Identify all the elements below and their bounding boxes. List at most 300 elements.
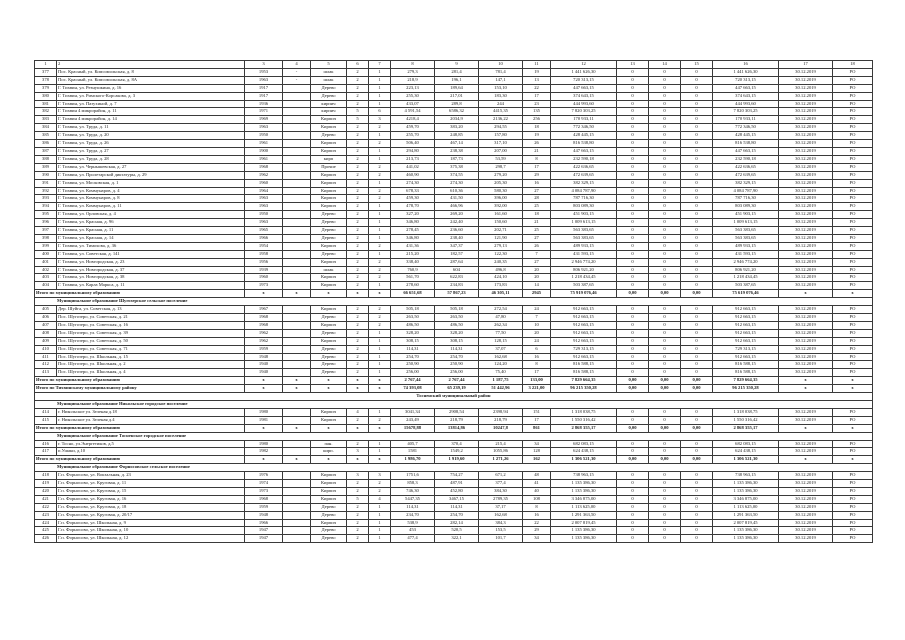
table-cell: 1947	[245, 527, 283, 535]
table-cell: 256,00	[391, 369, 435, 377]
table-cell: 1900	[245, 147, 283, 155]
table-cell: 396	[35, 219, 57, 227]
table-cell: Г. Тихвин, ул. Московская, д. 1	[57, 179, 245, 187]
table-cell: 232 590,18	[551, 155, 617, 163]
table-cell: 317,10	[479, 140, 523, 148]
table-cell: 0	[649, 219, 681, 227]
table-cell: 150,60	[479, 219, 523, 227]
table-cell: 17	[523, 369, 551, 377]
table-row	[35, 258, 873, 266]
table-cell: х	[833, 424, 873, 432]
table-cell: Пос. Шугозеро, ул. Советская, д. 50	[57, 337, 245, 345]
table-cell: 806 921,20	[713, 266, 779, 274]
table-cell: х	[347, 290, 369, 298]
table-cell	[283, 472, 311, 480]
table-cell: РО	[833, 84, 873, 92]
table-cell: Г.п. Форносово, ул. Круговая, д. 20/17	[57, 511, 245, 519]
table-cell: 422	[35, 503, 57, 511]
table-cell: 24	[523, 306, 551, 314]
table-cell: 128,15	[479, 337, 523, 345]
table-cell: РО	[833, 511, 873, 519]
table-cell: х	[833, 385, 873, 393]
table-cell: 431 593,15	[551, 250, 617, 258]
table-cell: 417	[35, 448, 57, 456]
table-cell: 386	[35, 140, 57, 148]
table-cell: 0	[649, 163, 681, 171]
table-cell: РО	[833, 282, 873, 290]
table-row	[35, 361, 873, 369]
table-cell: 1967	[245, 306, 283, 314]
table-cell: Муниципальное образование Форносовское сельское поселение	[35, 464, 873, 472]
table-cell	[283, 495, 311, 503]
table-cell: 0	[617, 258, 649, 266]
table-cell: 7	[523, 250, 551, 258]
table-cell: Г. Тихвин, ул. Коммунаров, д. 11	[57, 203, 245, 211]
table-cell: Дерево	[311, 345, 347, 353]
table-cell: 0	[617, 140, 649, 148]
table-cell: 215,20	[391, 250, 435, 258]
table-cell: 1 009 613,15	[551, 219, 617, 227]
table-cell: 912 663,15	[551, 306, 617, 314]
table-cell: 1581	[391, 448, 435, 456]
table-cell: 1963	[245, 195, 283, 203]
table-cell: 0	[681, 92, 713, 100]
table-cell: 0	[681, 495, 713, 503]
table-cell: РО	[833, 472, 873, 480]
table-cell: 4 084 787,90	[713, 187, 779, 195]
table-cell: 7 820 303,25	[713, 108, 779, 116]
table-cell	[283, 527, 311, 535]
table-cell: х	[369, 385, 391, 393]
table-cell: 1958	[245, 250, 283, 258]
table-cell: 173,83	[479, 282, 523, 290]
total-row	[35, 385, 873, 393]
table-cell: 538,9	[391, 519, 435, 527]
table-cell: РО	[833, 440, 873, 448]
table-cell: 682 083,15	[713, 440, 779, 448]
table-cell: 0	[617, 527, 649, 535]
table-cell: 1953	[245, 68, 283, 76]
table-cell: Дерево	[311, 234, 347, 242]
table-cell: 0	[681, 195, 713, 203]
table-cell: Г. Тихвин, ул. Коммунаров, д. 8	[57, 195, 245, 203]
table-cell: РО	[833, 314, 873, 322]
table-cell: шлак	[311, 266, 347, 274]
table-cell: 0	[617, 519, 649, 527]
table-row	[35, 76, 873, 84]
table-cell: 1966	[245, 234, 283, 242]
table-cell: 30.12.2019	[779, 306, 833, 314]
table-cell: 1947	[245, 535, 283, 543]
table-cell: 410	[35, 345, 57, 353]
table-cell: 238,40	[435, 234, 479, 242]
table-cell: 30.12.2019	[779, 116, 833, 124]
table-cell: 0,00	[649, 377, 681, 385]
table-cell: 77,50	[479, 329, 523, 337]
table-cell: 1	[369, 155, 391, 163]
table-cell: 30.12.2019	[779, 195, 833, 203]
table-cell	[283, 132, 311, 140]
table-cell: 189,64	[435, 84, 479, 92]
table-cell: 2	[347, 76, 369, 84]
table-cell: 370,4	[435, 440, 479, 448]
table-cell: 0	[649, 155, 681, 163]
table-cell: 187,73	[435, 155, 479, 163]
table-cell: Г. Тихвин, ул. Красная, д. 11	[57, 227, 245, 235]
table-cell: 0	[617, 535, 649, 543]
table-cell: 781,4	[479, 68, 523, 76]
table-cell: х	[311, 424, 347, 432]
table-cell: 6	[523, 345, 551, 353]
table-cell: 122,30	[479, 250, 523, 258]
table-cell: 30.12.2019	[779, 211, 833, 219]
table-cell	[283, 100, 311, 108]
table-cell: 346,80	[391, 234, 435, 242]
table-cell: Муниципальное образование Шугозерское сельское поселение	[35, 298, 873, 306]
table-cell: шлак	[311, 68, 347, 76]
table-cell: 19	[523, 68, 551, 76]
table-cell: 1	[369, 448, 391, 456]
table-cell: Г. Тихвин, ул. Коммунаров, д. 4	[57, 187, 245, 195]
table-cell: 378	[35, 76, 57, 84]
table-cell: 0,00	[681, 424, 713, 432]
table-cell: 16	[523, 353, 551, 361]
table-cell: РО	[833, 448, 873, 456]
table-cell: 30.12.2019	[779, 163, 833, 171]
table-cell: 0	[649, 147, 681, 155]
table-cell: 478,70	[391, 203, 435, 211]
table-cell: 1055,86	[479, 448, 523, 456]
table-cell: 451 903,15	[551, 211, 617, 219]
table-cell: 25	[523, 227, 551, 235]
table-cell: х	[311, 385, 347, 393]
table-cell: 0	[617, 361, 649, 369]
table-cell: 1981	[245, 416, 283, 424]
table-cell: 912 663,15	[713, 314, 779, 322]
table-cell: 624 438,15	[551, 448, 617, 456]
table-cell: 0	[681, 337, 713, 345]
table-cell: 0	[617, 274, 649, 282]
table-cell: Дерево	[311, 219, 347, 227]
table-cell: 0	[681, 227, 713, 235]
table-cell: 816 538,80	[713, 140, 779, 148]
table-cell: 1962	[245, 337, 283, 345]
table-cell: Кирпич	[311, 274, 347, 282]
table-cell: 30.12.2019	[779, 361, 833, 369]
table-cell: 0	[681, 163, 713, 171]
table-cell: РО	[833, 108, 873, 116]
table-cell: 1939	[245, 266, 283, 274]
table-cell: 0	[617, 76, 649, 84]
table-cell: 418	[35, 472, 57, 480]
table-cell: 374,55	[435, 171, 479, 179]
table-cell: 1	[369, 519, 391, 527]
table-cell: х	[833, 377, 873, 385]
table-cell: Кирпич	[311, 116, 347, 124]
table-cell: 0	[681, 416, 713, 424]
table-cell: 2398,94	[479, 408, 523, 416]
table-cell: 1976	[245, 472, 283, 480]
table-cell: 0	[681, 203, 713, 211]
table-cell: 1963	[245, 219, 283, 227]
table-cell: Г. Тихвин, ул. Новгородская, д. 23	[57, 258, 245, 266]
table-cell: 1	[369, 100, 391, 108]
table-cell: 0,00	[649, 290, 681, 298]
table-cell: 487,91	[435, 480, 479, 488]
table-cell: 0	[617, 282, 649, 290]
table-cell: 30.12.2019	[779, 329, 833, 337]
table-cell: 0	[617, 187, 649, 195]
table-cell: 610,36	[435, 187, 479, 195]
table-cell: 383	[35, 116, 57, 124]
table-cell: 460,90	[391, 171, 435, 179]
table-cell	[283, 353, 311, 361]
table-cell: Дерево	[311, 92, 347, 100]
table-cell: 419	[35, 480, 57, 488]
table-cell: 0	[617, 448, 649, 456]
table-cell: 3 346 875,00	[551, 495, 617, 503]
table-cell: Муниципальное образование Никольское городское поселение	[35, 400, 873, 408]
table-row	[35, 108, 873, 116]
table-cell: 2	[369, 314, 391, 322]
table-cell: 30.12.2019	[779, 408, 833, 416]
table-cell: 394	[35, 203, 57, 211]
table-cell: 405,7	[391, 440, 435, 448]
table-cell: 232 590,18	[713, 155, 779, 163]
table-cell: 2 946 774,20	[713, 258, 779, 266]
table-cell: 346,80	[391, 219, 435, 227]
table-cell: 622,83	[435, 274, 479, 282]
table-cell: Г. Тихвин, ул. Труда, д. 27	[57, 147, 245, 155]
table-cell: 0	[681, 282, 713, 290]
table-row	[35, 274, 873, 282]
table-cell: 242,40	[435, 219, 479, 227]
table-cell: 279,20	[479, 171, 523, 179]
table-cell: 2	[347, 92, 369, 100]
table-cell: 30.12.2019	[779, 227, 833, 235]
table-cell: 1966	[245, 519, 283, 527]
table-cell: 30.12.2019	[779, 203, 833, 211]
table-cell: 0	[617, 321, 649, 329]
table-cell: 1974	[245, 480, 283, 488]
table-cell: 1 291 363,50	[713, 511, 779, 519]
table-cell: Дерево	[311, 503, 347, 511]
table-cell: 5	[347, 116, 369, 124]
table-cell: 912 663,15	[551, 337, 617, 345]
table-cell: 1 550 316,42	[713, 416, 779, 424]
table-cell: 37,17	[479, 503, 523, 511]
table-cell: 563 383,65	[713, 227, 779, 235]
table-cell: 414	[35, 408, 57, 416]
table-cell: 101,7	[479, 535, 523, 543]
table-cell: 0	[681, 448, 713, 456]
table-cell: 0	[681, 266, 713, 274]
table-cell: 0	[681, 487, 713, 495]
table-cell: 0	[681, 480, 713, 488]
table-cell: 4 591,54	[391, 108, 435, 116]
table-cell: 13814,86	[435, 424, 479, 432]
table-cell: 0	[649, 282, 681, 290]
table-cell: 433,07	[391, 100, 435, 108]
table-cell: Г. Тихвин, ул. Красная, д. 14	[57, 234, 245, 242]
table-row	[35, 527, 873, 535]
table-row	[35, 116, 873, 124]
table-cell: 2	[369, 163, 391, 171]
table-cell: 0	[649, 76, 681, 84]
table-cell: 30.12.2019	[779, 527, 833, 535]
table-cell: х	[245, 385, 283, 393]
table-cell: Пос. Шугозеро, ул. Советская, д. 39	[57, 329, 245, 337]
table-cell: 322,1	[435, 535, 479, 543]
table-cell: 395	[35, 211, 57, 219]
table-cell: 2	[347, 124, 369, 132]
table-cell: 6	[347, 61, 369, 69]
table-cell: 18	[833, 61, 873, 69]
table-cell: РО	[833, 140, 873, 148]
table-cell: 13	[523, 76, 551, 84]
table-cell: 1954	[245, 242, 283, 250]
table-cell: 912 663,15	[551, 353, 617, 361]
table-cell: 404	[35, 282, 57, 290]
table-cell: х	[311, 377, 347, 385]
table-cell: 0	[681, 345, 713, 353]
table-row	[35, 227, 873, 235]
table-cell: 563 383,65	[713, 234, 779, 242]
table-cell: 30.12.2019	[779, 140, 833, 148]
table-cell: 415	[35, 416, 57, 424]
table-cell: 1 986,70	[391, 456, 435, 464]
table-cell: 4	[369, 495, 391, 503]
table-cell: 2	[369, 274, 391, 282]
table-cell: 5	[311, 61, 347, 69]
table-cell: 1950	[245, 132, 283, 140]
table-cell: 1968	[245, 163, 283, 171]
table-cell: 816 588,15	[551, 361, 617, 369]
table-row	[35, 140, 873, 148]
table-cell: 217,01	[435, 92, 479, 100]
total-row	[35, 424, 873, 432]
table-cell: Кирпич	[311, 195, 347, 203]
table-cell: 274,30	[435, 179, 479, 187]
table-cell: Дерево	[311, 353, 347, 361]
table-cell: 1 135 386,30	[713, 535, 779, 543]
table-cell: 2	[347, 527, 369, 535]
table-cell: 2	[347, 337, 369, 345]
table-cell: РО	[833, 535, 873, 543]
table-cell: 5447,35	[391, 495, 435, 503]
table-cell: 30.12.2019	[779, 147, 833, 155]
table-cell: Итого по муниципальному образованию	[35, 456, 245, 464]
table-cell: 24	[523, 337, 551, 345]
table-row	[35, 132, 873, 140]
table-cell: Дерево	[311, 361, 347, 369]
table-cell: 0	[617, 266, 649, 274]
table-cell: 30.12.2019	[779, 84, 833, 92]
table-cell	[283, 108, 311, 116]
table-cell: х	[283, 385, 311, 393]
table-row	[35, 266, 873, 274]
table-cell: Кирпич	[311, 171, 347, 179]
table-cell: 0	[681, 472, 713, 480]
table-cell: 0	[617, 100, 649, 108]
table-cell: 405	[35, 306, 57, 314]
table-cell: 861	[523, 424, 551, 432]
table-cell: 425	[35, 527, 57, 535]
table-cell: 374 643,15	[551, 92, 617, 100]
total-row	[35, 456, 873, 464]
table-cell: 30.12.2019	[779, 250, 833, 258]
table-cell: 2	[347, 155, 369, 163]
table-cell: кирпич	[311, 100, 347, 108]
table-row	[35, 179, 873, 187]
table-cell: 0	[681, 306, 713, 314]
table-cell: РО	[833, 527, 873, 535]
table-cell: 0	[681, 258, 713, 266]
table-cell: 0,00	[681, 377, 713, 385]
table-cell: 30.12.2019	[779, 124, 833, 132]
table-cell: 6586,32	[435, 108, 479, 116]
table-cell: 1	[369, 84, 391, 92]
table-cell: Г.п. Форносово, ул. Школьная, д. 10	[57, 527, 245, 535]
table-cell: 1 135 386,30	[713, 487, 779, 495]
table-cell: 503 387,65	[713, 282, 779, 290]
table-cell: 387	[35, 147, 57, 155]
table-cell: 2	[347, 535, 369, 543]
table-cell: 1973	[245, 282, 283, 290]
table-cell: Кирпич	[311, 187, 347, 195]
table-cell: 2	[347, 487, 369, 495]
table-cell: 7 820 303,25	[551, 108, 617, 116]
table-cell: 0	[617, 155, 649, 163]
table-cell: 0,00	[617, 290, 649, 298]
table-cell: х	[779, 456, 833, 464]
table-cell: 30.12.2019	[779, 68, 833, 76]
table-cell: Кирпич	[311, 519, 347, 527]
table-cell: 0	[681, 219, 713, 227]
table-cell: 218,79	[479, 416, 523, 424]
table-cell: 0	[649, 527, 681, 535]
table-cell: 453	[391, 527, 435, 535]
table-cell: 1960	[245, 179, 283, 187]
table-cell: 0	[649, 100, 681, 108]
table-cell: 1969	[245, 116, 283, 124]
table-cell: 2	[347, 219, 369, 227]
table-cell: Дерево	[311, 527, 347, 535]
table-cell: 238,38	[435, 147, 479, 155]
table-cell: 2	[369, 416, 391, 424]
table-cell	[283, 124, 311, 132]
table-cell: 2	[347, 258, 369, 266]
table-cell: 0,00	[649, 456, 681, 464]
table-cell: 0	[649, 416, 681, 424]
table-cell: 272,54	[479, 306, 523, 314]
table-row	[35, 321, 873, 329]
table-cell: 2	[347, 100, 369, 108]
table-cell: 1 135 386,30	[551, 535, 617, 543]
table-cell: 1 218 434,45	[551, 274, 617, 282]
table-cell	[283, 416, 311, 424]
table-cell: 0,00	[617, 385, 649, 393]
table-cell	[283, 234, 311, 242]
table-cell: 428 445,15	[551, 132, 617, 140]
table-cell: 20	[523, 266, 551, 274]
table-cell: 34	[523, 440, 551, 448]
table-cell: 0	[617, 353, 649, 361]
table-cell: 2	[369, 258, 391, 266]
table-cell: Пос. Шугозеро, ул. Советская, д. 21	[57, 314, 245, 322]
table-cell: 11	[523, 61, 551, 69]
table-cell: 1	[369, 219, 391, 227]
